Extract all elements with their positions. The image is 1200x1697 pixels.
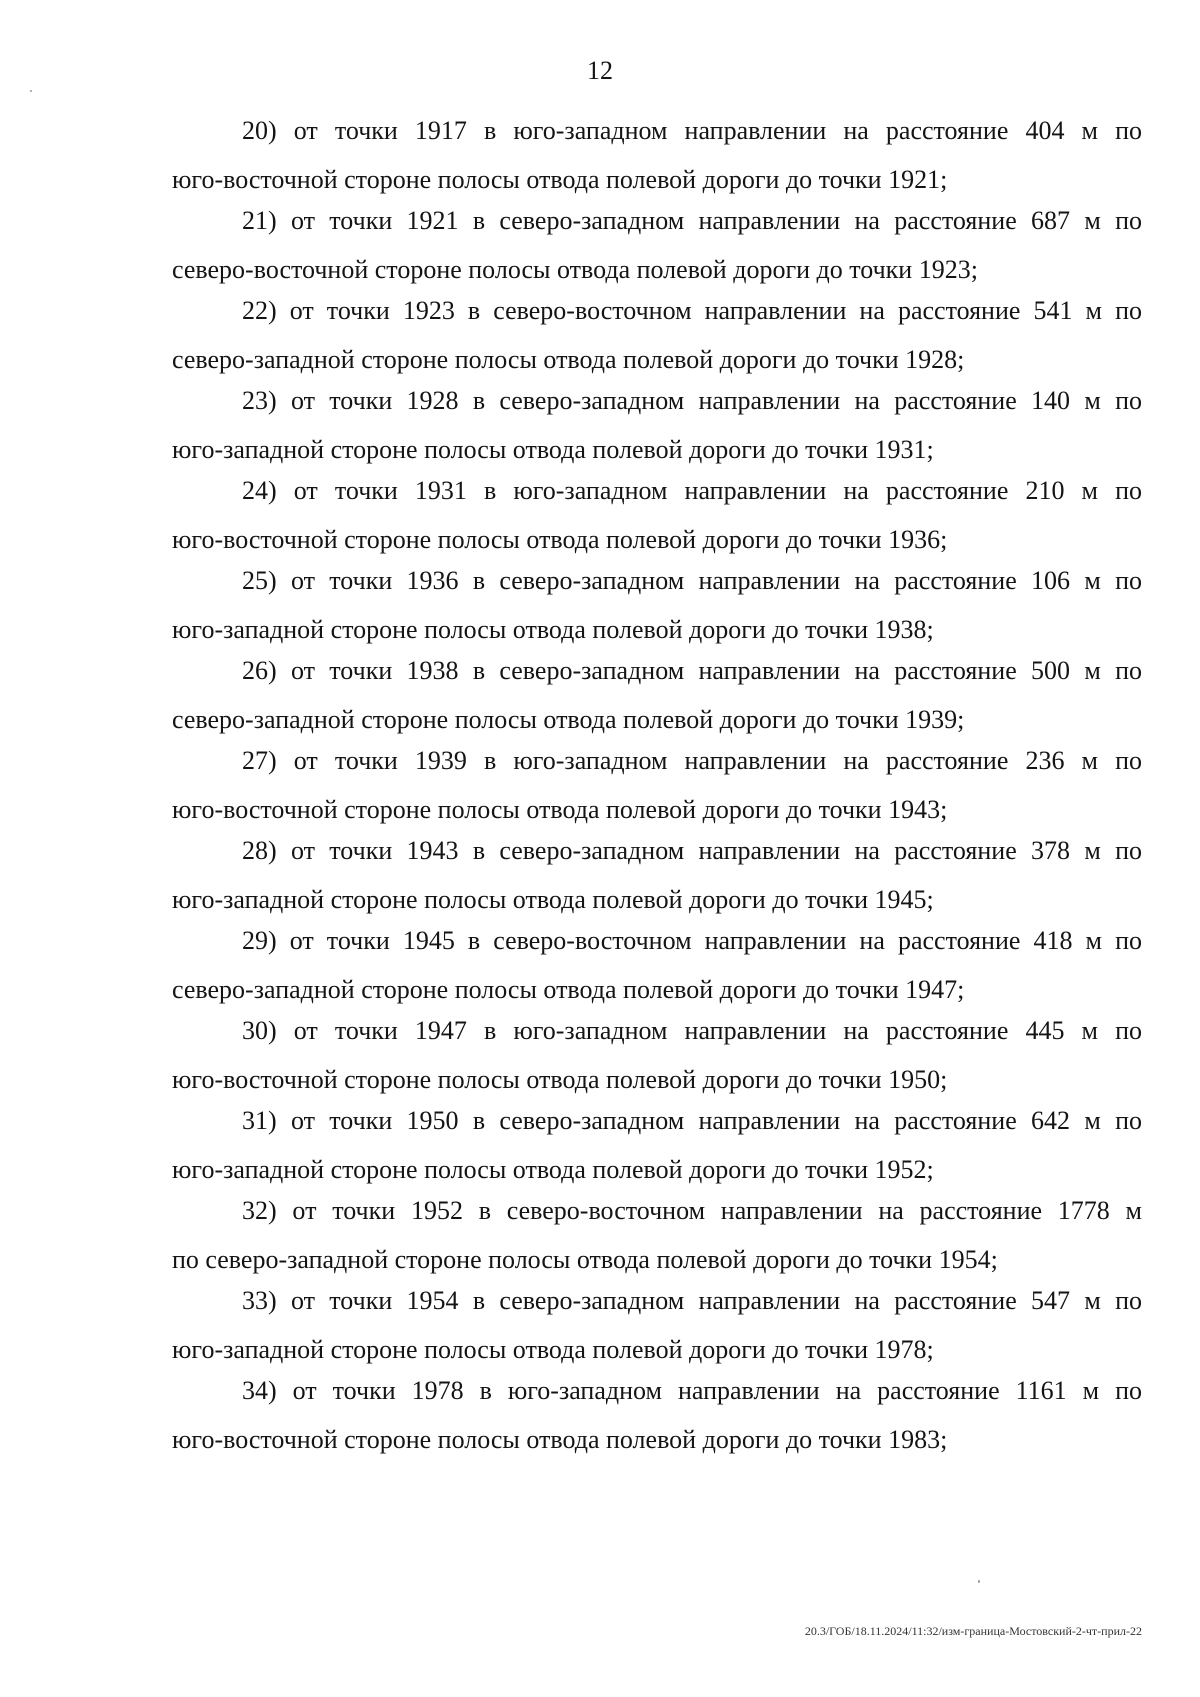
item-line-2: северо-западной стороне полосы отвода полевой дороги до точки 1928; <box>172 345 965 374</box>
scan-speck <box>978 1580 980 1583</box>
list-item <box>172 1196 1142 1274</box>
item-line-2: юго-западной стороне полосы отвода полевой дороги до точки 1931; <box>172 435 934 464</box>
item-line-1: 29) от точки 1945 в северо-восточном направлении на расстояние 418 м по <box>242 926 1142 955</box>
item-line-2: северо-восточной стороне полосы отвода полевой дороги до точки 1923; <box>172 255 978 284</box>
item-line-2: юго-западной стороне полосы отвода полевой дороги до точки 1938; <box>172 615 934 644</box>
item-line-1: 30) от точки 1947 в юго-западном направлении на расстояние 445 м по <box>242 1016 1142 1045</box>
list-item <box>172 1376 1142 1454</box>
list-item <box>172 386 1142 464</box>
item-line-1: 32) от точки 1952 в северо-восточном направлении на расстояние 1778 м <box>242 1196 1142 1225</box>
list-item <box>172 566 1142 644</box>
list-item <box>172 476 1142 554</box>
list-item <box>172 206 1142 284</box>
item-line-2: юго-восточной стороне полосы отвода полевой дороги до точки 1950; <box>172 1065 948 1094</box>
item-line-2: юго-западной стороне полосы отвода полевой дороги до точки 1978; <box>172 1335 934 1364</box>
list-item <box>172 296 1142 374</box>
item-line-2: юго-восточной стороне полосы отвода полевой дороги до точки 1983; <box>172 1425 948 1454</box>
item-line-1: 31) от точки 1950 в северо-западном направлении на расстояние 642 м по <box>242 1106 1142 1135</box>
item-line-1: 20) от точки 1917 в юго-западном направлении на расстояние 404 м по <box>242 116 1142 145</box>
item-line-1: 27) от точки 1939 в юго-западном направлении на расстояние 236 м по <box>242 746 1142 775</box>
item-line-1: 26) от точки 1938 в северо-западном направлении на расстояние 500 м по <box>242 656 1142 685</box>
item-line-1: 28) от точки 1943 в северо-западном направлении на расстояние 378 м по <box>242 836 1142 865</box>
document-footer-code: 20.3/ГОБ/18.11.2024/11:32/изм-граница-Мостовский-2-чт-прил-22 <box>804 1624 1142 1638</box>
scan-speck <box>30 90 32 92</box>
item-line-1: 24) от точки 1931 в юго-западном направлении на расстояние 210 м по <box>242 476 1142 505</box>
item-line-2: юго-восточной стороне полосы отвода полевой дороги до точки 1921; <box>172 165 948 194</box>
item-line-2: юго-восточной стороне полосы отвода полевой дороги до точки 1936; <box>172 525 948 554</box>
list-item <box>172 746 1142 824</box>
list-item <box>172 1106 1142 1184</box>
item-line-1: 23) от точки 1928 в северо-западном направлении на расстояние 140 м по <box>242 386 1142 415</box>
list-item <box>172 1016 1142 1094</box>
list-item <box>172 926 1142 1004</box>
page-number: 12 <box>587 56 613 85</box>
item-line-2: северо-западной стороне полосы отвода полевой дороги до точки 1947; <box>172 975 965 1004</box>
item-line-2: юго-западной стороне полосы отвода полевой дороги до точки 1952; <box>172 1155 934 1184</box>
item-line-1: 21) от точки 1921 в северо-западном направлении на расстояние 687 м по <box>242 206 1142 235</box>
item-line-1: 25) от точки 1936 в северо-западном направлении на расстояние 106 м по <box>242 566 1142 595</box>
list-item <box>172 836 1142 914</box>
item-line-1: 33) от точки 1954 в северо-западном направлении на расстояние 547 м по <box>242 1286 1142 1315</box>
item-line-2: северо-западной стороне полосы отвода полевой дороги до точки 1939; <box>172 705 965 734</box>
item-line-2: юго-восточной стороне полосы отвода полевой дороги до точки 1943; <box>172 795 948 824</box>
item-line-1: 34) от точки 1978 в юго-западном направлении на расстояние 1161 м по <box>242 1376 1142 1405</box>
item-line-2: по северо-западной стороне полосы отвода полевой дороги до точки 1954; <box>172 1245 998 1274</box>
item-line-1: 22) от точки 1923 в северо-восточном направлении на расстояние 541 м по <box>242 296 1142 325</box>
list-item <box>172 656 1142 734</box>
item-line-2: юго-западной стороне полосы отвода полевой дороги до точки 1945; <box>172 885 934 914</box>
list-item <box>172 1286 1142 1364</box>
list-item <box>172 116 1142 194</box>
